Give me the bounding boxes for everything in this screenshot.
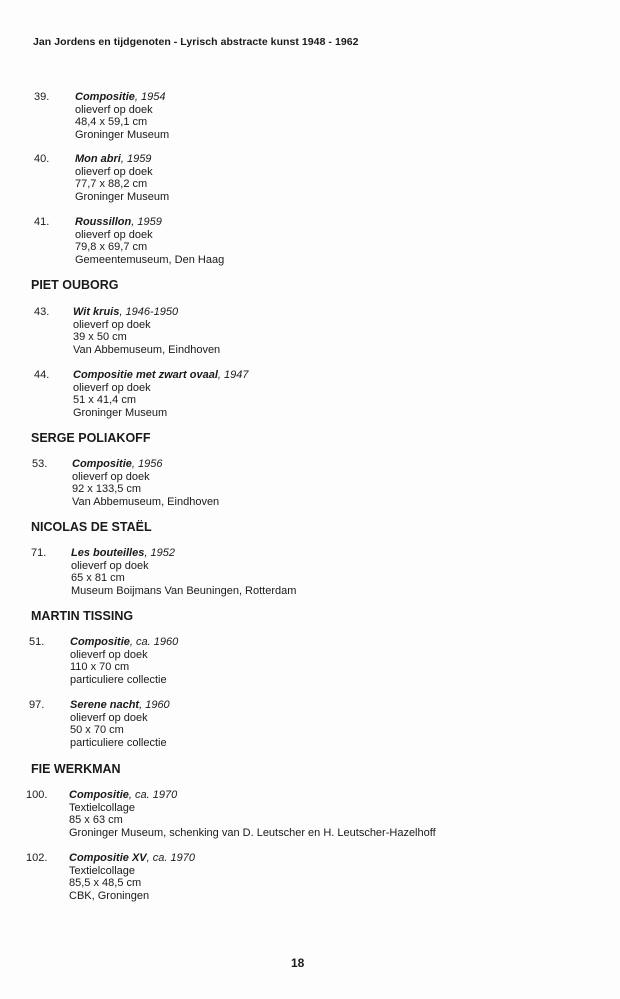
artwork-size: 85 x 63 cm <box>69 814 123 827</box>
page-number: 18 <box>291 956 305 970</box>
artwork-title: Roussillon <box>75 216 132 228</box>
artwork-size: 50 x 70 cm <box>70 724 124 737</box>
artwork-title: Serene nacht <box>70 699 140 711</box>
artwork-medium: olieverf op doek <box>75 103 153 116</box>
artwork-size: 51 x 41,4 cm <box>73 394 136 407</box>
artwork-collection: particuliere collectie <box>70 673 167 686</box>
document-header: Jan Jordens en tijdgenoten - Lyrisch abstracte kunst 1948 - 1962 <box>33 36 359 48</box>
artwork-size: 85,5 x 48,5 cm <box>69 877 142 890</box>
artwork-date: , 1959 <box>120 153 152 165</box>
artwork-collection: CBK, Groningen <box>69 889 150 902</box>
artwork-size: 92 x 133,5 cm <box>72 483 142 496</box>
entry-number: 102. <box>26 852 48 864</box>
artwork-title: Compositie <box>70 636 130 648</box>
artwork-size: 48,4 x 59,1 cm <box>75 116 148 129</box>
artwork-date: , 1960 <box>139 699 170 711</box>
artwork-title: Compositie met zwart ovaal <box>73 369 218 381</box>
entry-number: 53. <box>32 458 48 470</box>
artwork-collection: particuliere collectie <box>70 736 167 749</box>
artwork-medium: olieverf op doek <box>75 165 153 178</box>
artwork-medium: olieverf op doek <box>72 470 150 483</box>
artwork-date: , ca. 1960 <box>129 636 179 648</box>
artwork-title: Compositie <box>69 789 129 801</box>
artwork-title: Compositie <box>72 458 132 470</box>
entry-number: 44. <box>34 369 50 381</box>
artwork-date: , 1959 <box>131 216 162 228</box>
entry-number: 97. <box>29 699 45 711</box>
artist-heading: PIET OUBORG <box>31 278 119 292</box>
artwork-date: , 1954 <box>134 91 166 103</box>
entry-number: 40. <box>34 153 50 165</box>
artwork-title: Mon abri <box>75 153 121 165</box>
entry-number: 71. <box>31 547 47 559</box>
artwork-title: Compositie <box>75 91 135 103</box>
artwork-date: , 1952 <box>144 547 175 559</box>
entry-number: 100. <box>26 789 48 801</box>
artwork-medium: olieverf op doek <box>70 711 148 724</box>
artwork-collection: Museum Boijmans Van Beuningen, Rotterdam <box>71 584 297 597</box>
artwork-collection: Groninger Museum, schenking van D. Leutscher en H. Leutscher-Hazelhoff <box>69 826 436 839</box>
artwork-title: Wit kruis <box>73 306 120 318</box>
artwork-collection: Groninger Museum <box>75 128 170 141</box>
entry-number: 41. <box>34 216 50 228</box>
artwork-size: 77,7 x 88,2 cm <box>75 178 148 191</box>
artist-heading: FIE WERKMAN <box>31 762 121 776</box>
artwork-medium: olieverf op doek <box>73 318 151 331</box>
artwork-date: , ca. 1970 <box>128 789 178 801</box>
artwork-date: , 1947 <box>217 369 249 381</box>
artwork-date: , 1956 <box>131 458 163 470</box>
artwork-collection: Groninger Museum <box>73 406 168 419</box>
artwork-date: , ca. 1970 <box>146 852 195 864</box>
artwork-collection: Gemeentemuseum, Den Haag <box>75 253 225 266</box>
artwork-medium: Textielcollage <box>69 801 136 814</box>
artist-heading: MARTIN TISSING <box>31 609 134 623</box>
artist-heading: SERGE POLIAKOFF <box>31 431 151 445</box>
artwork-medium: olieverf op doek <box>73 381 151 394</box>
artwork-collection: Van Abbemuseum, Eindhoven <box>73 343 221 356</box>
entry-number: 43. <box>34 306 50 318</box>
artwork-medium: Textielcollage <box>69 864 136 877</box>
artwork-medium: olieverf op doek <box>70 648 148 661</box>
entry-number: 39. <box>34 91 50 103</box>
artwork-medium: olieverf op doek <box>75 228 153 241</box>
artwork-size: 79,8 x 69,7 cm <box>75 241 148 254</box>
artwork-date: , 1946-1950 <box>119 306 179 318</box>
entry-number: 51. <box>29 636 45 648</box>
artwork-size: 39 x 50 cm <box>73 331 127 344</box>
artwork-collection: Groninger Museum <box>75 190 170 203</box>
artwork-title: Les bouteilles <box>71 547 145 559</box>
artist-heading: NICOLAS DE STAËL <box>31 520 152 534</box>
artwork-title: Compositie XV <box>69 852 147 864</box>
artwork-size: 110 x 70 cm <box>70 661 130 674</box>
artwork-size: 65 x 81 cm <box>71 572 125 585</box>
artwork-collection: Van Abbemuseum, Eindhoven <box>72 495 220 508</box>
artwork-medium: olieverf op doek <box>71 559 149 572</box>
